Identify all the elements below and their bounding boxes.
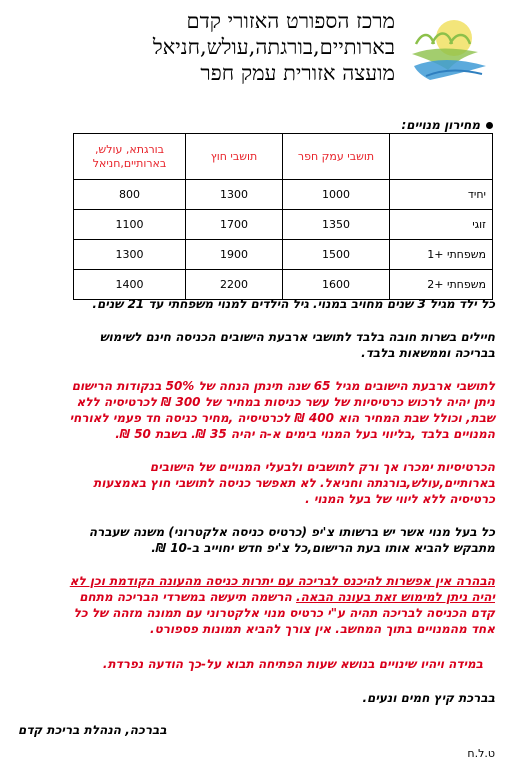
paragraph-clarification-line-4: אחד מהמנויים בתוך המחשב. אין צורך להביא תמונות פספורט. xyxy=(150,622,495,636)
paragraph-greeting: בברכת קיץ חמים ונעים. xyxy=(362,691,495,705)
price-outside: 1300 xyxy=(186,180,283,210)
paragraph-chip-line-1: כל בעל מנוי אשר יש ברשותו צ'יפ (כרטיס כניסה אלקטרוני) משנה שעברה xyxy=(88,525,495,539)
price-local: 1300 xyxy=(74,240,186,270)
regional-council-logo-icon xyxy=(408,14,490,86)
paragraph-tickets-line-2: בארותיים,עולש,בורגתה וחניאל. לא תאפשר כניסה לתושבי חוץ באמצעות xyxy=(93,476,495,490)
paragraph-chip-line-2: מתבקש להביא אותו בעת הרישום,כל צ'יפ חדש יחוייב ב-10 ₪. xyxy=(151,541,495,555)
table-header-hefer: תושבי עמק חפר xyxy=(283,134,390,180)
table-row xyxy=(74,180,493,210)
price-outside: 1900 xyxy=(186,240,283,270)
price-list-title xyxy=(401,118,493,132)
paragraph-seniors-line-2: ניתן יהיה לרכוש כרטיסיות של עשר כניסות במחיר של 300 ₪ לכרטיסיה ללא xyxy=(76,395,495,409)
table-header-row xyxy=(74,134,493,180)
clarification-registration: הרשמה תיעשה במשרדי הבריכה מתחם xyxy=(79,590,297,604)
table-header-local: בורגתא, עולש, בארותיים,חניאל xyxy=(74,134,186,180)
paragraph-clarification-line-3: קדם הכניסה לבריכה תהיה ע"י כרטיס מנוי אלקטרוני עם תמונה מזהה של כל xyxy=(73,606,495,620)
paragraph-soldiers-line-2: בבריכה וממשאות בלבד. xyxy=(361,346,495,360)
paragraph-clarification-line-1 xyxy=(70,573,495,589)
price-hefer: 1000 xyxy=(283,180,390,210)
row-label: משפחתי +2 xyxy=(390,270,493,300)
price-hefer: 1600 xyxy=(283,270,390,300)
footer-tlh: ט.ל.ח xyxy=(467,747,495,760)
bullet-icon xyxy=(486,122,493,129)
price-outside: 2200 xyxy=(186,270,283,300)
paragraph-seniors-line-3: שבת, וכולל שבת המחיר הוא 400 ₪ לכרטיסיה ,מחיר כניסה חד פעמי לאורחי xyxy=(69,411,495,425)
price-local: 1400 xyxy=(74,270,186,300)
row-label: זוגי xyxy=(390,210,493,240)
paragraph-seniors-line-4: המנויים בלבד ,בליווי בעל המנוי בימים א-ה יהיה 35 ₪. בשבת 50 ₪. xyxy=(115,427,495,441)
row-label: יחיד xyxy=(390,180,493,210)
header-line-2: בארותיים,בורגתה,עולש,חניאל xyxy=(152,35,395,59)
paragraph-opening-hours: במידה ויהיו שינויים בנושא שעות הפתיחה תבוא על-כך הודעה נפרדת. xyxy=(102,657,483,671)
header-line-3: מועצה אזורית עמק חפר xyxy=(200,61,395,85)
price-local: 1100 xyxy=(74,210,186,240)
price-outside: 1700 xyxy=(186,210,283,240)
paragraph-children-age: כל ילד מגיל 3 שנים מחויב במנוי. גיל הילדים למנוי משפחתי עד 21 שנים. xyxy=(92,297,495,311)
paragraph-tickets-line-3: כרטיסיה ללא ליווי של בעל המנוי . xyxy=(305,492,495,506)
row-label: משפחתי +1 xyxy=(390,240,493,270)
table-header-label xyxy=(390,134,493,180)
clarification-underlined-1: הבהרה אין אפשרות להיכנס לבריכה עם יתרות כניסה מהעונה הקודמת וכן לא xyxy=(69,574,495,588)
price-local: 800 xyxy=(74,180,186,210)
paragraph-clarification-line-2 xyxy=(79,589,495,605)
paragraph-tickets-line-1: הכרטיסיות ימכרו אך ורק לתושבים ולבעלי המנויים של הישובים xyxy=(149,460,495,474)
price-hefer: 1500 xyxy=(283,240,390,270)
table-header-outside: תושבי חוץ xyxy=(186,134,283,180)
table-row xyxy=(74,210,493,240)
signature: בברכה, הנהלת בריכת קדם xyxy=(18,723,167,737)
paragraph-soldiers-line-1: חיילים בשרות חובה בלבד לתושבי ארבעת הישובים הכניסה חינם לשימוש xyxy=(99,330,495,344)
price-table xyxy=(73,133,493,300)
price-list-title-text: מחירון מנויים: xyxy=(401,118,480,132)
header xyxy=(65,8,395,86)
paragraph-seniors-line-1: לתושבי ארבעת הישובים מגיל 65 שנה תינתן הנחה של 50% בנקודות הרישום xyxy=(71,379,495,393)
clarification-underlined-2: יהיה ניתן למימוש זאת בעונה הבאה. xyxy=(296,590,495,604)
table-row xyxy=(74,240,493,270)
price-hefer: 1350 xyxy=(283,210,390,240)
header-line-1: מרכז הספורט האזורי קדם xyxy=(186,9,395,33)
table-row xyxy=(74,270,493,300)
